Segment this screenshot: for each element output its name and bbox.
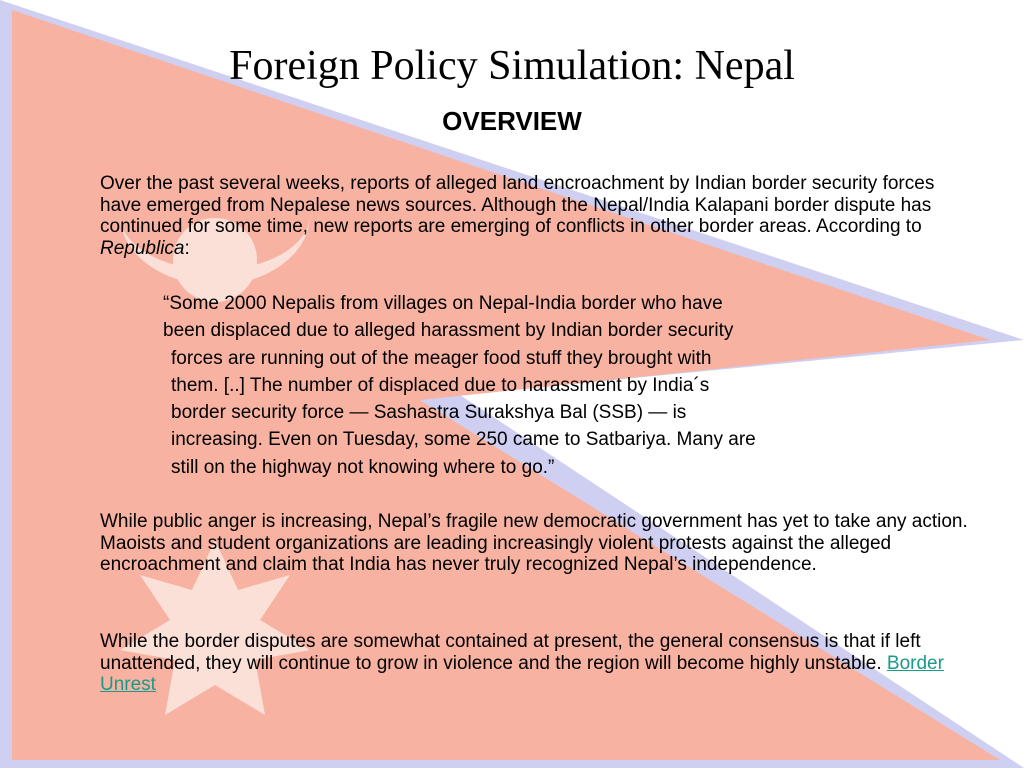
overview-paragraph-1 [100,173,980,259]
quote-line: them. [..] The number of displaced due to harassment by India´s [171,374,710,396]
paragraph-1-colon: : [184,237,190,259]
quote-line: increasing. Even on Tuesday, some 250 came to Satbariya. Many are [171,429,756,451]
republica-quote [163,290,883,481]
quote-line: forces are running out of the meager food stuff they brought with [171,347,712,369]
quote-line: still on the highway not knowing where to go.” [171,456,555,478]
page-title: Foreign Policy Simulation: Nepal [229,43,795,89]
news-source-name: Republica [100,237,185,259]
border-unrest-link[interactable]: Border Unrest [100,652,944,695]
overview-paragraph-3 [100,631,980,696]
section-heading: OVERVIEW [442,106,582,136]
paragraph-3-text: While the border disputes are somewhat contained at present, the general consensus is that if left unattended, they will continue to grow in violence and the region will become highly unstable. [100,631,921,674]
overview-paragraph-2: While public anger is increasing, Nepal’s fragile new democratic government has yet to take any action. Maoists and student organizations are leading increasingly violent protests against the alleged encroachment and claim that India has never truly recognized Nepal’s independence. [100,511,968,575]
quote-line: border security force — Sashastra Surakshya Bal (SSB) — is [171,402,687,424]
quote-line: been displaced due to alleged harassment by Indian border security [163,320,734,342]
quote-line: “Some 2000 Nepalis from villages on Nepal-India border who have [163,293,723,314]
paragraph-1-text: Over the past several weeks, reports of alleged land encroachment by Indian border security forces have emerged from Nepalese news sources. Although the Nepal/India Kalapani border dispute has continued for some time, new reports are emerging of conflicts in other border areas. According to [100,173,935,237]
